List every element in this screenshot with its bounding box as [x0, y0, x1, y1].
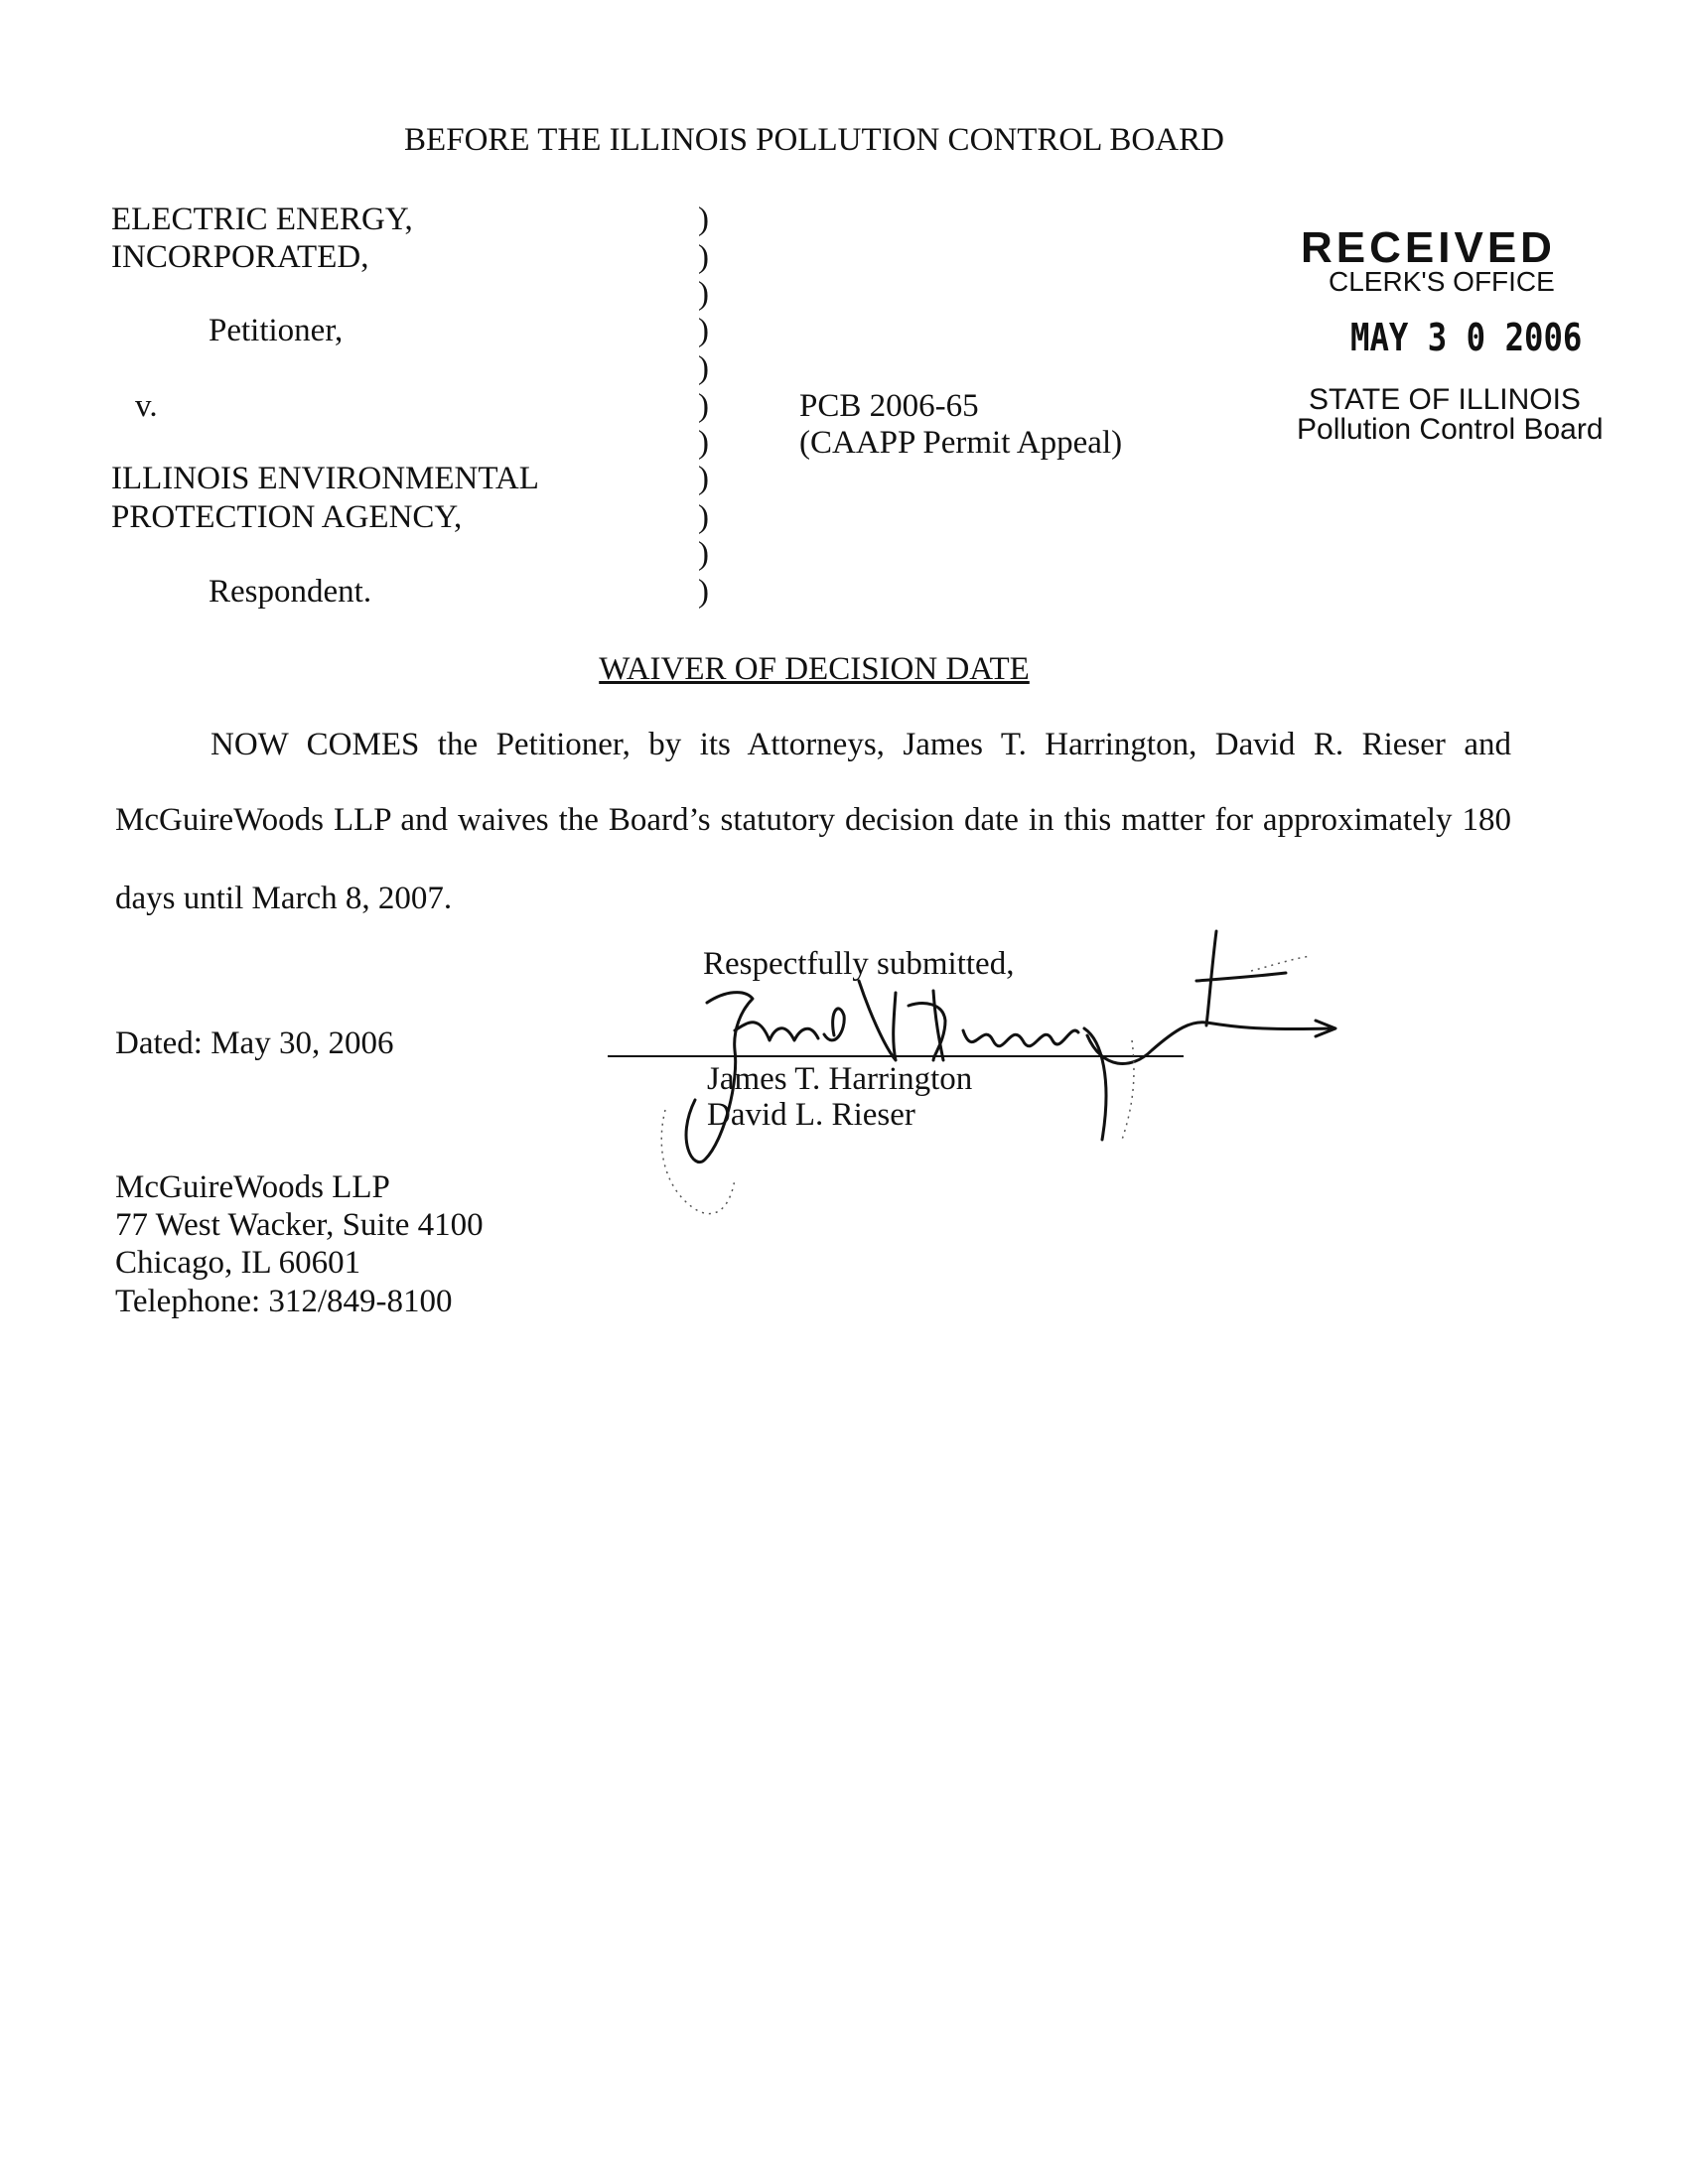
- caption-paren: ): [698, 239, 709, 275]
- signatory-2: David L. Rieser: [707, 1097, 915, 1133]
- respondent-name-line2: PROTECTION AGENCY,: [111, 499, 463, 535]
- caption-paren: ): [698, 425, 709, 461]
- versus-label: v.: [135, 388, 158, 424]
- received-stamp-date: MAY 3 0 2006: [1350, 316, 1583, 359]
- firm-name: McGuireWoods LLP: [115, 1169, 390, 1205]
- respondent-name-line1: ILLINOIS ENVIRONMENTAL: [111, 461, 539, 496]
- closing-text: Respectfully submitted,: [703, 946, 1015, 982]
- case-type: (CAAPP Permit Appeal): [799, 425, 1123, 461]
- caption-paren: ): [698, 461, 709, 496]
- caption-paren: ): [698, 499, 709, 535]
- caption-paren: ): [698, 574, 709, 610]
- firm-address: 77 West Wacker, Suite 4100: [115, 1207, 484, 1243]
- caption-paren: ): [698, 276, 709, 312]
- petitioner-role: Petitioner,: [209, 313, 344, 348]
- petitioner-name-line2: INCORPORATED,: [111, 239, 369, 275]
- caption-paren: ): [698, 350, 709, 386]
- received-stamp-state: STATE OF ILLINOIS: [1309, 383, 1581, 416]
- firm-city: Chicago, IL 60601: [115, 1245, 361, 1281]
- signatory-1: James T. Harrington: [707, 1061, 973, 1097]
- received-stamp-office: CLERK'S OFFICE: [1329, 266, 1555, 297]
- body-line-2: McGuireWoods LLP and waives the Board’s statutory decision date in this matter for approximately 180: [115, 802, 1511, 838]
- document-title: WAIVER OF DECISION DATE: [599, 651, 1030, 687]
- court-heading: BEFORE THE ILLINOIS POLLUTION CONTROL BOARD: [404, 122, 1224, 158]
- body-line-1: NOW COMES the Petitioner, by its Attorneys, James T. Harrington, David R. Rieser and: [210, 727, 1511, 762]
- firm-phone: Telephone: 312/849-8100: [115, 1284, 453, 1319]
- case-number: PCB 2006-65: [799, 388, 979, 424]
- dated-line: Dated: May 30, 2006: [115, 1025, 394, 1061]
- caption-paren: ): [698, 388, 709, 424]
- caption-paren: ): [698, 313, 709, 348]
- petitioner-name-line1: ELECTRIC ENERGY,: [111, 202, 413, 237]
- body-line-3: days until March 8, 2007.: [115, 881, 453, 916]
- received-stamp-board: Pollution Control Board: [1297, 413, 1604, 446]
- caption-paren: ): [698, 536, 709, 572]
- respondent-role: Respondent.: [209, 574, 372, 610]
- caption-paren: ): [698, 202, 709, 237]
- received-stamp-title: RECEIVED: [1301, 223, 1556, 272]
